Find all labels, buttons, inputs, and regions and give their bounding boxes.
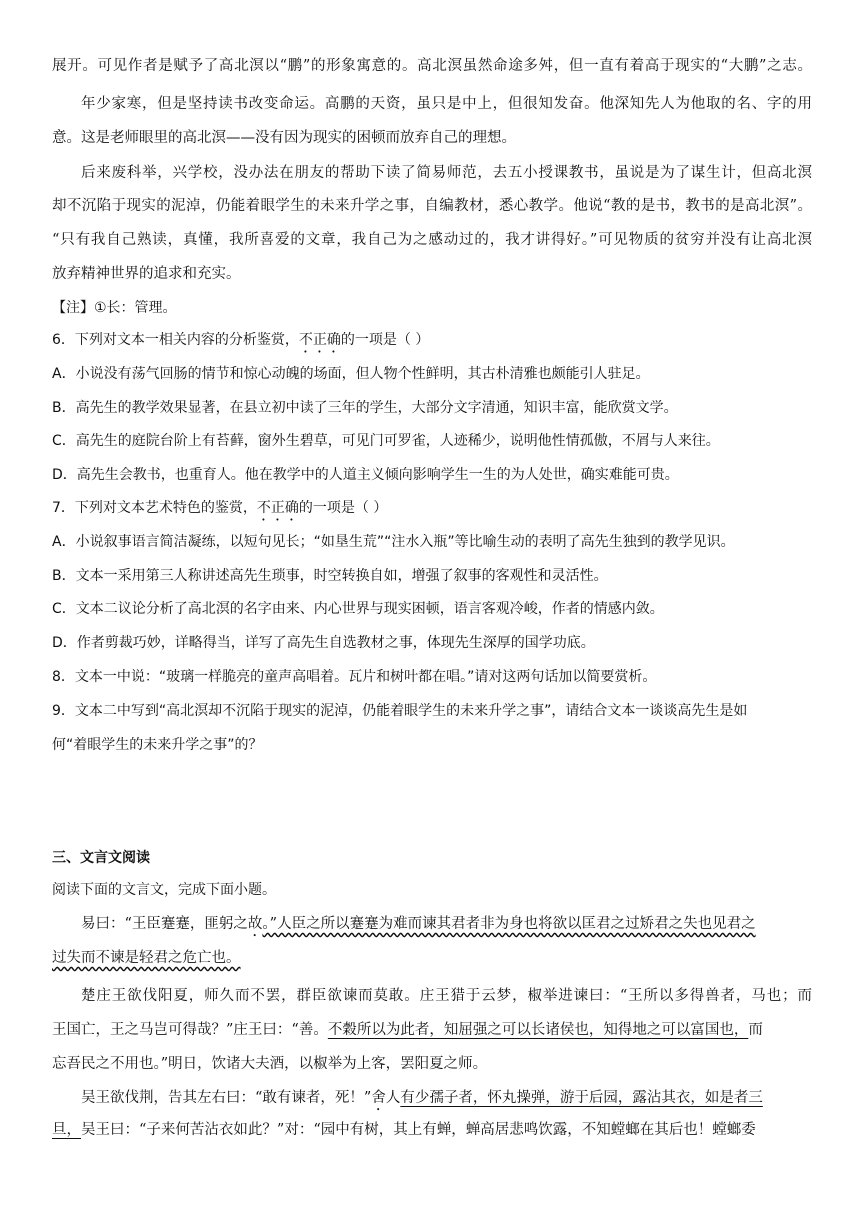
text-segment: 而 [748,1022,763,1038]
wavy-underlined-text: 。”人臣之所以蹇蹇为难而谏其君者非为身也将欲以匡君之过矫君之失也见君之 [262,916,756,932]
text-segment: 吴王曰：“子来何苦沾衣如此？”对：“园中有树，其上有蝉，蝉高居悲鸣饮露，不知螳螂在其后也！螳螂委 [81,1122,756,1138]
text-line [81,94,812,114]
classical-text-line: 忘吾民之不用也。”明日，饮诸大夫酒，以椒举为上客，罢阳夏之师。 [52,1056,488,1072]
section-heading: 三、文言文阅读 [52,850,150,866]
text-line-content: 后来废科举，兴学校，没办法在朋友的帮助下读了简易师范，去五小授课教书，虽说是为了谋生计，但高北溟 [81,165,812,181]
wavy-underlined-text: 过失而不谏是轻君之危亡也。 [52,950,241,966]
emphasis-text: 不正确 [298,332,341,348]
question-7-stem [52,498,812,524]
underlined-text: 不穀所以为此者，知屈强之可以长诸侯也，知得地之可以富国也， [327,1022,749,1038]
classical-text-line [52,1120,812,1140]
question-9-continued: 何“着眼学生的未来升学之事”的？ [52,737,263,753]
question-6-option-a: A．小说没有荡气回肠的情节和惊心动魄的场面，但人物个性鲜明，其古朴清雅也颇能引人驻足。 [52,366,650,382]
question-8: 8．文本一中说：“玻璃一样脆亮的童声高唱着。瓦片和树叶都在唱。”请对这两句话加以简要赏析。 [52,669,657,685]
underlined-text: 旦， [52,1122,81,1138]
annotation-note: 【注】①长：管理。 [52,300,177,316]
question-text: 6．下列对文本一相关内容的分析鉴赏， [52,332,299,348]
question-7-option-a: A．小说叙事语言简洁凝练，以短句见长；“如垦生荒”“注水入瓶”等比喻生动的表明了高先生独到的教学见识。 [52,534,735,550]
text-line: 意。这是老师眼里的高北溟——没有因为现实的困顿而放弃自己的理想。 [52,130,516,146]
question-text: 7．下列对文本艺术特色的鉴赏， [52,500,257,516]
classical-text-line [81,1088,841,1114]
classical-text-line [52,1020,812,1040]
question-9: 9．文本二中写到“高北溟却不沉陷于现实的泥淖，仍能着眼学生的未来升学之事”，请结合文本一谈谈高先生是如 [52,703,748,719]
question-text: 的一项是（ ） [340,332,430,348]
classical-text-line [52,948,812,968]
text-segment: 人 [385,1090,401,1106]
text-segment: 吴王欲伐荆，告其左右曰：“敢有谏者，死！” [81,1090,372,1106]
question-6-option-d: D．高先生会教书，也重育人。他在教学中的人道主义倾向影响学生一生的为人处世，确实难能可贵。 [52,467,679,483]
classical-text-line [81,914,841,940]
question-6-stem [52,330,812,356]
text-segment: 楚庄王欲伐阳夏，师久而不罢，群臣欲谏而莫敢。庄王猎于云梦，椒举进谏曰：“王所以多得兽者，马也；而 [81,988,812,1004]
text-segment: 王国亡，王之马岂可得哉？”庄王曰：“善。 [52,1022,328,1038]
question-text: 的一项是（ ） [298,500,388,516]
emphasis-text: 不正确 [256,500,299,516]
underlined-text: 有少孺子者，怀丸操弹，游于后园，露沾其衣，如是者三 [400,1090,763,1106]
text-line: 却不沉陷于现实的泥淖，仍能着眼学生的未来升学之事，自编教材，悉心教学。他说“教的是书，教书的是高北溟”。 [52,198,812,214]
classical-text-line [81,986,812,1006]
section-instructions: 阅读下面的文言文，完成下面小题。 [52,882,276,898]
question-6-option-b: B．高先生的教学效果显著，在县立初中读了三年的学生，大部分文字清通，知识丰富，能欣赏文学。 [52,400,678,416]
text-line: 放弃精神世界的追求和充实。 [52,266,241,282]
question-7-option-d: D．作者剪裁巧妙，详略得当，详写了高先生自选教材之事，体现先生深厚的国学功底。 [52,635,595,651]
text-line [81,163,812,183]
question-7-option-b: B．文本一采用第三人称讲述高先生琐事，时空转换自如，增强了叙事的客观性和灵活性。 [52,568,608,584]
question-7-option-c: C．文本二议论分析了高北溟的名字由来、内心世界与现实困顿，语言客观冷峻，作者的情感内敛。 [52,601,664,617]
question-6-option-c: C．高先生的庭院台阶上有苔藓，窗外生碧草，可见门可罗雀，人迹稀少，说明他性情孤傲，不屑与人来往。 [52,433,720,449]
text-line: 展开。可见作者是赋予了高北溟以“鹏”的形象寓意的。高北溟虽然命途多舛，但一直有着高于现实的“大鹏”之志。 [52,58,812,74]
text-line-content: 年少家寒，但是坚持读书改变命运。高鹏的天资，虽只是中上，但很知发奋。他深知先人为他取的名、字的用 [81,96,812,112]
emphasis-text: 故 [247,916,263,932]
emphasis-text: 舍 [371,1090,386,1106]
text-line: “只有我自己熟读，真懂，我所喜爱的文章，我自己为之感动过的，我才讲得好。”可见物质的贫穷并没有让高北溟 [52,232,812,248]
text-segment: 易曰：“王臣蹇蹇，匪躬之 [81,916,248,932]
